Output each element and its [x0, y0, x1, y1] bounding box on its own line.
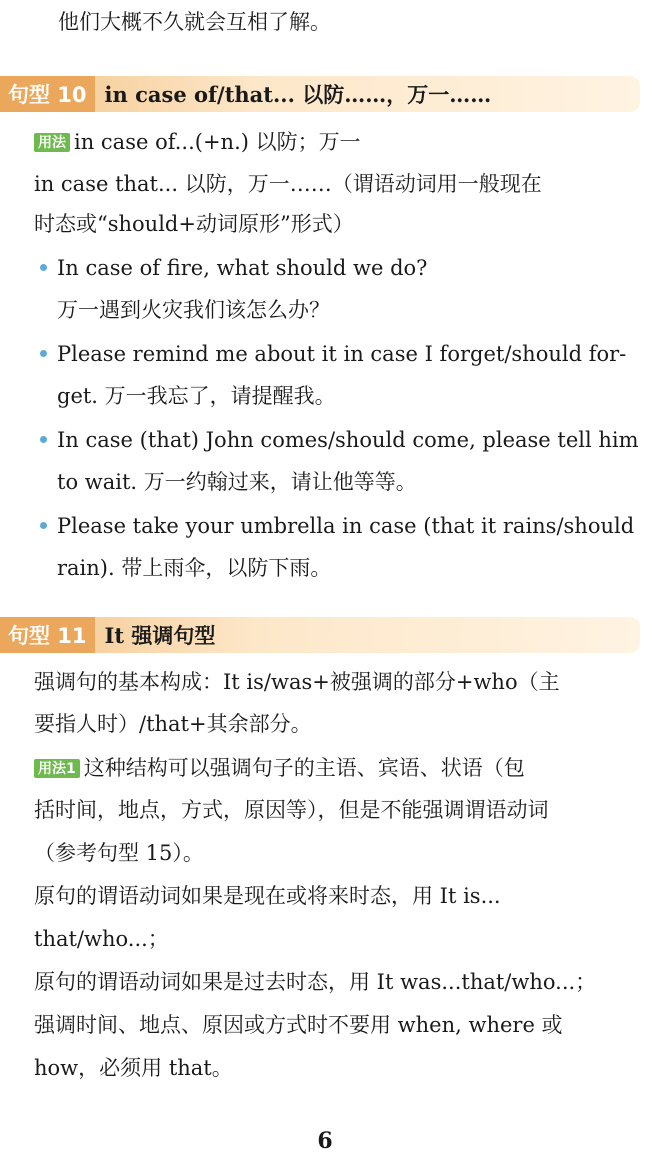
top-line: 他们大概不久就会互相了解。 [58, 10, 331, 34]
usage1-tag: 用法1 [34, 759, 80, 778]
page-number: 6 [317, 1128, 333, 1154]
section11-body-2: 括时间，地点，方式，原因等），但是不能强调谓语动词 [34, 798, 549, 822]
example-2-line-2: get. 万一我忘了，请提醒我。 [57, 384, 336, 408]
bullet-icon [40, 436, 47, 443]
example-3-line-2: to wait. 万一约翰过来，请让他等等。 [57, 470, 417, 494]
section10-usage-line [34, 132, 361, 153]
section10-header [0, 76, 640, 112]
section11-body-6: 原句的谓语动词如果是过去时态，用 It was...that/who...； [34, 970, 597, 994]
example-3-line-1: In case (that) John comes/should come, please tell him [57, 428, 639, 452]
section11-body-3: （参考句型 15）。 [34, 841, 204, 865]
section10-tag: 句型 10 [0, 76, 95, 112]
usage1-text: 这种结构可以强调句子的主语、宾语、状语（包 [83, 756, 525, 780]
bullet-icon [40, 522, 47, 529]
section11-body-8: how，必须用 that。 [34, 1056, 233, 1080]
section11-intro-2: 要指人时）/that+其余部分。 [34, 712, 312, 736]
usage-text: in case of...(+n.) 以防；万一 [74, 130, 361, 154]
section11-tag: 句型 11 [0, 617, 95, 653]
usage-tag: 用法 [34, 133, 70, 152]
example-4-line-1: Please take your umbrella in case (that it rains/should [57, 514, 635, 538]
example-1-en: In case of fire, what should we do? [57, 256, 428, 280]
section11-body-5: that/who...； [34, 927, 169, 951]
section11-intro-1: 强调句的基本构成：It is/was+被强调的部分+who（主 [34, 670, 560, 694]
section10-line-3: 时态或“should+动词原形”形式） [34, 212, 354, 236]
section10-line-2: in case that... 以防，万一……（谓语动词用一般现在 [34, 172, 542, 196]
section11-header [0, 617, 640, 653]
example-2-line-1: Please remind me about it in case I forget/should for- [57, 342, 627, 366]
example-4-line-2: rain). 带上雨伞，以防下雨。 [57, 556, 332, 580]
bullet-icon [40, 264, 47, 271]
section11-usage-line [34, 758, 525, 779]
section11-body-7: 强调时间、地点、原因或方式时不要用 when, where 或 [34, 1013, 563, 1037]
section11-body-4: 原句的谓语动词如果是现在或将来时态，用 It is... [34, 884, 501, 908]
section10-title: in case of/that... 以防……，万一…… [104, 82, 492, 107]
section11-title: It 强调句型 [104, 623, 216, 648]
example-1-zh: 万一遇到火灾我们该怎么办？ [57, 298, 330, 322]
bullet-icon [40, 350, 47, 357]
